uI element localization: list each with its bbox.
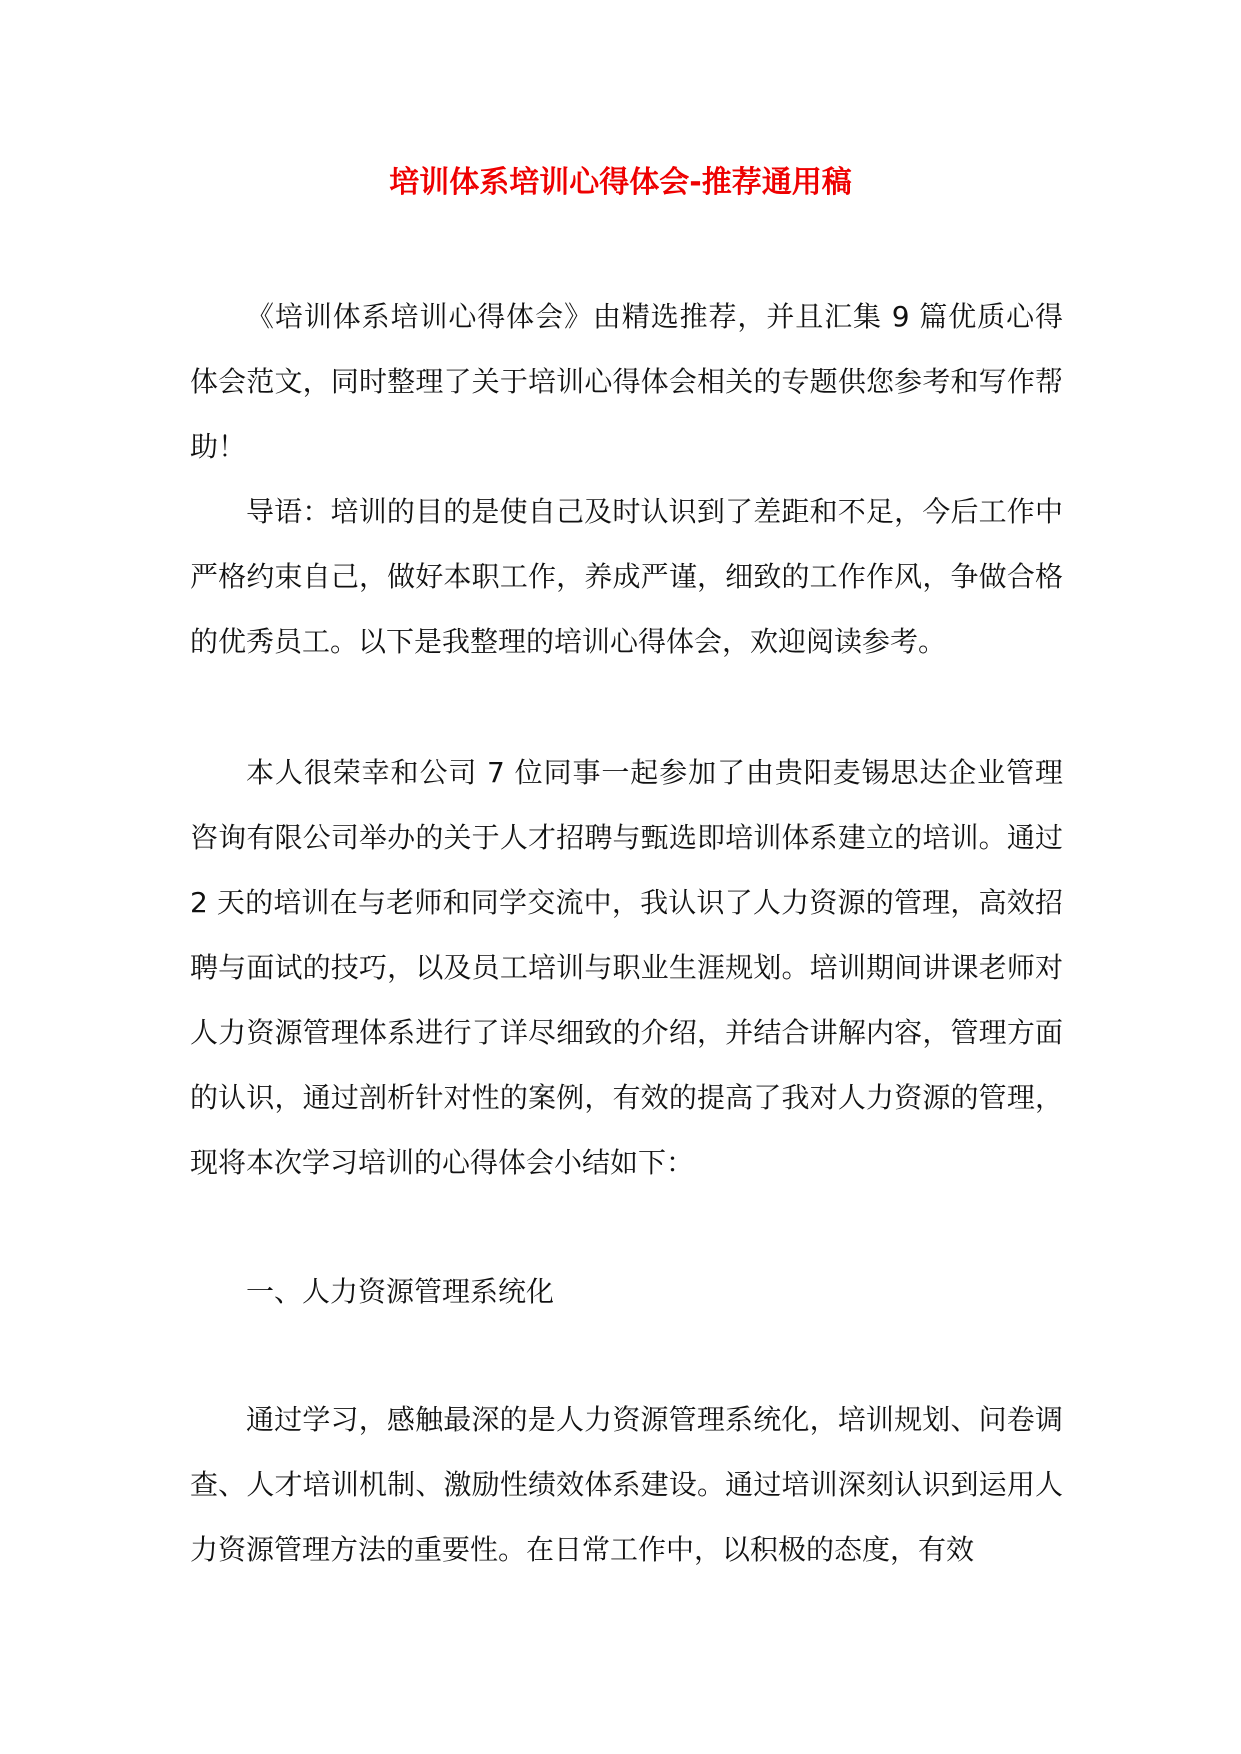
body-paragraph-1: 本人很荣幸和公司 7 位同事一起参加了由贵阳麦锡思达企业管理咨询有限公司举办的关于人才招聘与甄选即培训体系建立的培训。通过 2 天的培训在与老师和同学交流中，我认识了人力资源的管理，高效招聘与面试的技巧，以及员工培训与职业生涯规划。培训期间讲课老师对人力资源管理体系进行了详尽细致的介绍，并结合讲解内容，管理方面的认识，通过剖析针对性的案例，有效的提高了我对人力资源的管理，现将本次学习培训的心得体会小结如下：	[190, 756, 1063, 1179]
section-heading-1: 一、人力资源管理系统化	[246, 1275, 555, 1308]
intro-paragraph: 《培训体系培训心得体会》由精选推荐，并且汇集 9 篇优质心得体会范文，同时整理了关于培训心得体会相关的专题供您参考和写作帮助！	[190, 300, 1063, 463]
guide-paragraph: 导语：培训的目的是使自己及时认识到了差距和不足，今后工作中严格约束自己，做好本职工作，养成严谨，细致的工作作风，争做合格的优秀员工。以下是我整理的培训心得体会，欢迎阅读参考。	[190, 495, 1063, 658]
body-paragraph-2: 通过学习，感触最深的是人力资源管理系统化，培训规划、问卷调查、人才培训机制、激励性绩效体系建设。通过培训深刻认识到运用人力资源管理方法的重要性。在日常工作中，以积极的态度，有效	[190, 1403, 1063, 1566]
document-title: 培训体系培训心得体会-推荐通用稿	[389, 165, 852, 200]
